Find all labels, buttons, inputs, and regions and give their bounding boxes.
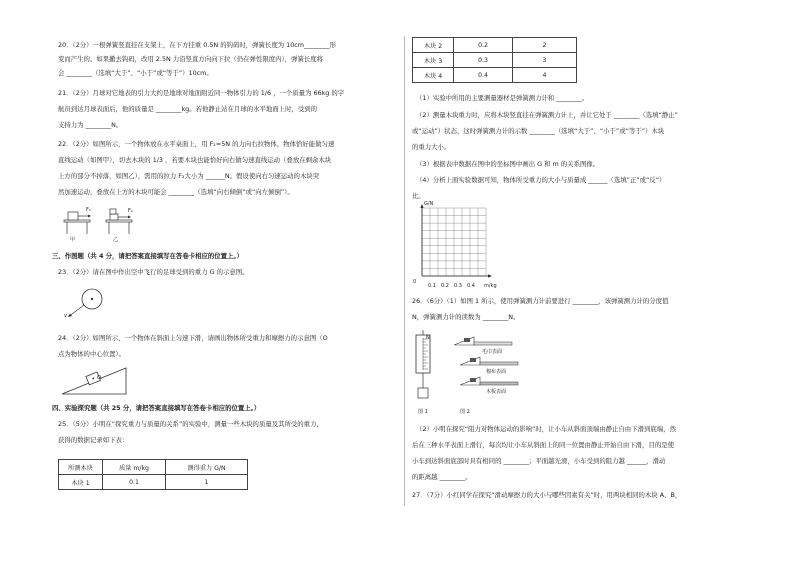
towel-surface-label: 毛巾表面 — [482, 349, 503, 355]
q26-sub2-line1: （2）小明在探究“阻力对物体运动的影响”时，让小车从斜面顶端由静止自由下滑到底端，然 — [416, 425, 676, 433]
table-cell: 0.1 — [103, 475, 166, 490]
q22-line4: 然加速运动，叠放在上方的木块可能会 ________（选填“向右倾倒”或“向左倾倒”）。 — [58, 188, 294, 196]
x-axis-arrow-icon — [488, 275, 492, 278]
q25-graph — [412, 200, 507, 288]
table-cell: 1 — [166, 475, 248, 490]
towel-surface — [454, 337, 512, 345]
table-header-cell: 质量 m/kg — [103, 460, 166, 475]
q25-sub2-line3: 的重力大小。 — [412, 143, 451, 151]
q25-line1: 25．（5分）小明在“探究重力与质量的关系”的实验中，测量一些木块的质量及其所受的重力， — [58, 420, 323, 428]
q25-sub3: （3）根据表中数据在图中的坐标图中画出 G 和 m 的关系图像。 — [416, 160, 600, 168]
fig-1-caption: 图 1 — [418, 409, 428, 415]
q23-football-figure — [60, 285, 120, 330]
q22-fig-jia: 甲 — [70, 237, 76, 243]
q26-sub2-line4: 的距离越 ________。 — [412, 473, 472, 481]
table-cell: 木块 2 — [413, 38, 454, 53]
table-header-cell: 测得重力 G/N — [166, 460, 248, 475]
table-row — [413, 38, 577, 53]
q25-table-part1 — [58, 459, 248, 490]
graph-x-label: m/kg — [484, 283, 497, 289]
q25-line2: 获得的数据记录如下表： — [58, 436, 129, 444]
table-cell: 2 — [513, 38, 577, 53]
q24-center-label: O — [97, 375, 101, 381]
q25-sub1: （1）实验中所用的主要测量器材是弹簧测力计和 ________。 — [416, 94, 589, 102]
graph-xtick: 0.3 — [454, 283, 462, 289]
q22-line1: 22．（2分）如图所示，一个物体放在水平桌面上，用 F₁=5N 的力向右拉物体，物体恰好能做匀速 — [58, 140, 335, 148]
table-cell: 3 — [513, 53, 577, 68]
q26-line2: N，弹簧测力计的读数为 ________N。 — [412, 313, 520, 321]
q23-velocity-label: v — [64, 313, 67, 319]
q21-line1: 21．（2分）月球对它地表的引力大约是地球对地面附近同一物体引力的 1/6 ，一个质量为 66kg 的宇 — [58, 89, 345, 97]
board-surface — [460, 377, 518, 385]
table-row — [59, 460, 248, 475]
section-3-heading: 三、作图题（共 4 分，请把答案直接填写在答卷卡相应的位置上。） — [52, 252, 244, 260]
q20-line3: 会 ________（选填“大于”、“小于”或“等于”）10cm。 — [58, 69, 213, 77]
table-cell: 0.3 — [454, 53, 513, 68]
q24-line1: 24．（2分）如图所示，一个物体在斜面上匀速下滑，请画出物体所受重力和摩擦力的示意图（O — [58, 334, 328, 342]
table-row — [413, 68, 577, 83]
q22-line3: 上方的部分不掉落，如图乙），需用的拉力 F₂大小为 ______N。假设使向右匀速运动的木块突 — [58, 172, 320, 180]
q26-sub2-line2: 后在三种水平表面上滑行，每次均让小车从斜面上的同一位置由静止开始自由下滑，目的是使 — [412, 441, 675, 449]
graph-xtick: 0.2 — [441, 283, 449, 289]
table-row — [413, 53, 577, 68]
table-cell: 0.2 — [454, 38, 513, 53]
graph-xtick: 0.1 — [428, 283, 436, 289]
q25-sub4-line2: 比。 — [412, 192, 425, 200]
table-cell: 木块 3 — [413, 53, 454, 68]
graph-y-label: G/N — [424, 201, 434, 207]
q25-sub2-line1: （2）测量木块重力时，应将木块竖直挂在弹簧测力计上，并让它处于 ________（选填“静止” — [416, 111, 678, 119]
q25-sub4-line1: （4）分析上面实验数据可知，物体所受重力的大小与质量成 ______（选填“正”或“反”） — [416, 176, 666, 184]
q26-line1: 26．（6分）（1）如图 1 所示，使用弹簧测力计前要进行 ________，该弹簧测力计的分度值 — [412, 297, 669, 305]
q26-figures — [412, 330, 542, 410]
cotton-surface-label: 棉布表面 — [486, 369, 507, 375]
q21-line2: 航员到达月球表面后，他的质量是 ________kg。若他静止站在月球的水平地面上时，受到的 — [58, 105, 318, 113]
q22-f1-label: F₁ — [86, 207, 91, 213]
q24-incline-figure — [60, 364, 130, 396]
cotton-surface — [460, 357, 518, 365]
board-surface-label: 木板表面 — [486, 389, 507, 395]
table-cell: 4 — [513, 68, 577, 83]
q23-text: 23．（2分）请在图中作出空中飞行的足球受到的重力 G 的示意图。 — [58, 268, 249, 276]
section-4-heading: 四、实验探究题（共 25 分，请把答案直接填写在答卷卡相应的位置上。） — [52, 404, 261, 412]
q26-sub2-line3: 小车到达斜面底部时具有相同的 ________；平面越光滑，小车受到的阻力越 ______，滑动 — [412, 457, 666, 465]
graph-xtick: 0.4 — [467, 283, 475, 289]
graph-grid — [422, 208, 486, 276]
q22-line2: 直线运动（如图甲），切去木块的 1/3 ，若要木块也能恰好向右做匀速直线运动（叠放在剩余木块 — [58, 156, 332, 164]
column-divider — [404, 36, 405, 506]
table-cell: 木块 1 — [59, 475, 103, 490]
q22-fig-yi: 乙 — [113, 237, 119, 243]
q25-sub2-line2: 或“运动”）状态，这时弹簧测力计的示数 ________（选填“大于”、“小于”或“等于”）木块 — [412, 127, 665, 135]
table-cell: 木块 4 — [413, 68, 454, 83]
q27-line1: 27．（7分）小红同学在探究“滑动摩擦力的大小与哪些因素有关”时，用两块相同的木块 A、B， — [412, 491, 682, 499]
q20-line2: 变而产生的。如果撤去钩码，改用 2.5N 力沿竖直方向向下拉（仍在弹性限度内），弹簧长度将 — [58, 55, 324, 63]
q22-f2-label: F₂ — [128, 208, 133, 214]
table-header-cell: 所测木块 — [59, 460, 103, 475]
q24-line2: 点为物体的中心位置）。 — [58, 350, 126, 358]
table-cell: 0.4 — [454, 68, 513, 83]
graph-origin: 0 — [413, 279, 417, 285]
q25-table-part2 — [412, 37, 577, 83]
fig-2-caption: 图 2 — [460, 409, 470, 415]
spring-scale-unit: N — [426, 335, 430, 341]
q21-line3: 支持力为 ________N。 — [58, 121, 123, 129]
table-row — [59, 475, 248, 490]
q20-line1: 20．（2分）一根弹簧竖直挂在支架上，在下方挂重 0.5N 的钩码时，弹簧长度为 10cm________形 — [58, 41, 336, 49]
